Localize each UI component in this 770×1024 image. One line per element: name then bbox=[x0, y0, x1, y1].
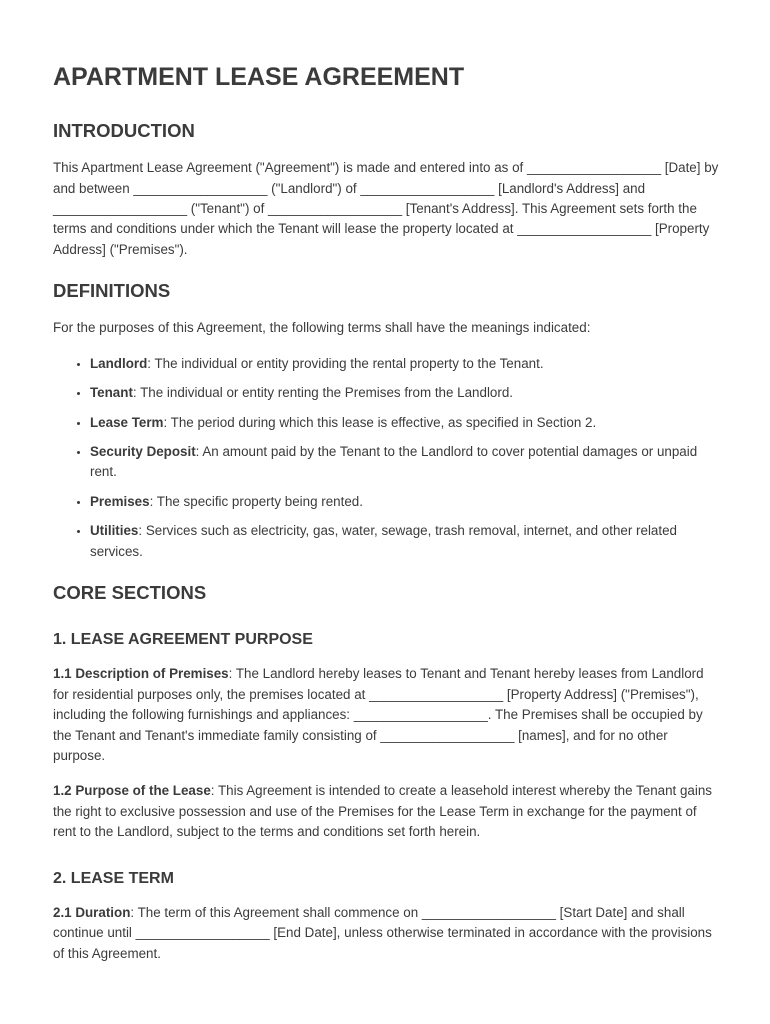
definition-text: : The period during which this lease is effective, as specified in Section 2. bbox=[163, 414, 597, 430]
definition-term: Utilities bbox=[90, 523, 139, 539]
definition-text: : The individual or entity renting the Premises from the Landlord. bbox=[132, 385, 514, 401]
clause-label: 1.2 Purpose of the Lease bbox=[53, 783, 211, 799]
definitions-list bbox=[53, 354, 720, 562]
section-heading-introduction: INTRODUCTION bbox=[53, 120, 195, 141]
clause-2-1 bbox=[53, 903, 720, 964]
definition-text: : Services such as electricity, gas, water, sewage, trash removal, internet, and other related services. bbox=[90, 523, 677, 559]
definition-text: : An amount paid by the Tenant to the Landlord to cover potential damages or unpaid rent. bbox=[90, 444, 698, 480]
clause-1-1 bbox=[53, 664, 720, 766]
definition-term: Premises bbox=[90, 493, 150, 509]
definition-item-security-deposit bbox=[90, 442, 720, 483]
clause-label: 2.1 Duration bbox=[53, 904, 131, 920]
clause-text: : This Agreement is intended to create a leasehold interest whereby the Tenant gains the right to exclusive possession and use of the Premises for the Lease Term in exchange for the payment of rent to the Landlord, subject to the terms and conditions set forth herein. bbox=[53, 783, 712, 840]
definition-text: : The individual or entity providing the rental property to the Tenant. bbox=[147, 355, 544, 371]
definitions-lead: For the purposes of this Agreement, the following terms shall have the meanings indicated: bbox=[53, 320, 591, 336]
subsection-heading-lease-agreement-purpose: 1. LEASE AGREEMENT PURPOSE bbox=[53, 631, 313, 649]
definition-item-lease-term bbox=[90, 413, 720, 433]
definition-term: Security Deposit bbox=[90, 444, 196, 460]
section-heading-core-sections: CORE SECTIONS bbox=[53, 582, 207, 604]
document-title: APARTMENT LEASE AGREEMENT bbox=[53, 63, 465, 91]
subsection-heading-lease-term: 2. LEASE TERM bbox=[53, 869, 174, 887]
definition-item-tenant bbox=[90, 383, 720, 403]
definition-item-utilities bbox=[90, 521, 720, 562]
clause-label: 1.1 Description of Premises bbox=[53, 666, 229, 682]
section-heading-definitions: DEFINITIONS bbox=[53, 280, 171, 302]
introduction-paragraph: This Apartment Lease Agreement ("Agreement") is made and entered into as of __________________ [Date] by and between __________________ ("Landlord") of __________________ [Landlord's Address] and __________________ ("Tenant") of __________________ [Tenant's Address]. This Agreement sets forth the terms and conditions under which the Tenant will lease the property located at __________________ [Property Address] ("Premises"). bbox=[53, 160, 719, 257]
clause-text: : The term of this Agreement shall commence on __________________ [Start Date] and shall continue until __________________ [End Date], unless otherwise terminated in accordance with the provisions of this Agreement. bbox=[53, 904, 712, 961]
definition-term: Landlord bbox=[90, 355, 148, 371]
definition-term: Tenant bbox=[90, 385, 133, 401]
definition-item-landlord bbox=[90, 354, 720, 374]
definition-text: : The specific property being rented. bbox=[149, 493, 363, 509]
clause-1-2 bbox=[53, 781, 720, 842]
clause-text: : The Landlord hereby leases to Tenant and Tenant hereby leases from Landlord for residential purposes only, the premises located at __________________ [Property Address] ("Premises"), including the following furnishings and appliances: __________________. The Premises shall be occupied by the Tenant and Tenant's immediate family consisting of __________________ [names], and for no other purpose. bbox=[53, 666, 704, 764]
definition-term: Lease Term bbox=[90, 414, 164, 430]
definition-item-premises bbox=[90, 492, 720, 512]
